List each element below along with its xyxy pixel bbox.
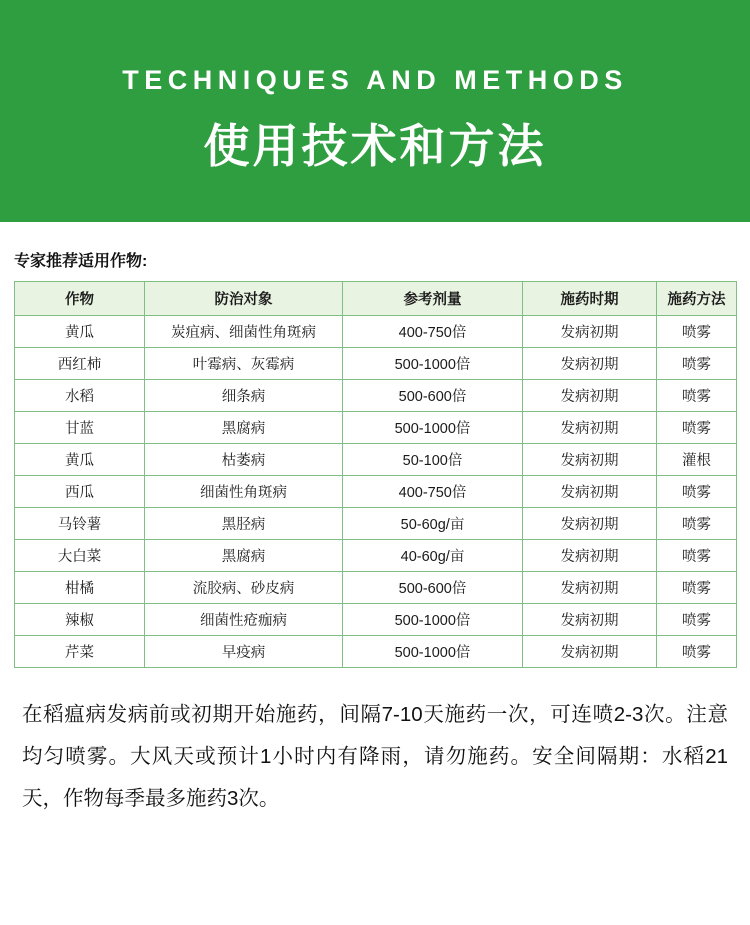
banner-english-title: TECHNIQUES AND METHODS: [122, 64, 628, 95]
cell-timing: 发病初期: [523, 508, 657, 540]
cell-crop: 黄瓜: [15, 444, 145, 476]
cell-method: 喷雾: [657, 412, 737, 444]
cell-crop: 大白菜: [15, 540, 145, 572]
cell-timing: 发病初期: [523, 636, 657, 668]
cell-target: 细菌性疮痂病: [145, 604, 343, 636]
table-row: [15, 444, 737, 476]
table-row: [15, 572, 737, 604]
cell-target: 枯萎病: [145, 444, 343, 476]
cell-method: 喷雾: [657, 476, 737, 508]
section-label: 专家推荐适用作物:: [14, 253, 148, 270]
cell-target: 细菌性角斑病: [145, 476, 343, 508]
column-header-method: 施药方法: [657, 282, 737, 316]
table-row: [15, 508, 737, 540]
cell-dosage: 500-1000倍: [343, 412, 523, 444]
crops-table-body: [15, 316, 737, 668]
cell-dosage: 500-1000倍: [343, 604, 523, 636]
column-header-crop: 作物: [15, 282, 145, 316]
table-row: [15, 604, 737, 636]
header-banner: [0, 0, 750, 222]
cell-dosage: 50-60g/亩: [343, 508, 523, 540]
cell-method: 喷雾: [657, 540, 737, 572]
crops-table: [14, 281, 737, 668]
cell-crop: 柑橘: [15, 572, 145, 604]
column-header-dosage: 参考剂量: [343, 282, 523, 316]
table-row: [15, 636, 737, 668]
cell-method: 喷雾: [657, 636, 737, 668]
cell-target: 黑腐病: [145, 412, 343, 444]
cell-crop: 西瓜: [15, 476, 145, 508]
cell-crop: 黄瓜: [15, 316, 145, 348]
cell-dosage: 50-100倍: [343, 444, 523, 476]
column-header-target: 防治对象: [145, 282, 343, 316]
cell-timing: 发病初期: [523, 316, 657, 348]
cell-dosage: 400-750倍: [343, 476, 523, 508]
cell-target: 细条病: [145, 380, 343, 412]
banner-chinese-title: 使用技术和方法: [203, 119, 547, 172]
cell-timing: 发病初期: [523, 540, 657, 572]
cell-target: 早疫病: [145, 636, 343, 668]
cell-dosage: 40-60g/亩: [343, 540, 523, 572]
crops-table-container: [14, 281, 736, 668]
cell-timing: 发病初期: [523, 444, 657, 476]
cell-crop: 水稻: [15, 380, 145, 412]
cell-target: 黑腐病: [145, 540, 343, 572]
usage-note: 在稻瘟病发病前或初期开始施药，间隔7-10天施药一次，可连喷2-3次。注意均匀喷雾。大风天或预计1小时内有降雨，请勿施药。安全间隔期：水稻21天，作物每季最多施药3次。: [22, 703, 728, 810]
cell-target: 叶霉病、灰霉病: [145, 348, 343, 380]
table-row: [15, 412, 737, 444]
cell-method: 喷雾: [657, 316, 737, 348]
cell-timing: 发病初期: [523, 476, 657, 508]
cell-target: 流胶病、砂皮病: [145, 572, 343, 604]
cell-crop: 辣椒: [15, 604, 145, 636]
table-row: [15, 540, 737, 572]
column-header-timing: 施药时期: [523, 282, 657, 316]
cell-dosage: 500-600倍: [343, 380, 523, 412]
cell-method: 喷雾: [657, 348, 737, 380]
cell-timing: 发病初期: [523, 348, 657, 380]
table-row: [15, 380, 737, 412]
cell-dosage: 500-600倍: [343, 572, 523, 604]
cell-timing: 发病初期: [523, 380, 657, 412]
cell-target: 炭疽病、细菌性角斑病: [145, 316, 343, 348]
cell-timing: 发病初期: [523, 412, 657, 444]
cell-timing: 发病初期: [523, 572, 657, 604]
cell-method: 喷雾: [657, 508, 737, 540]
table-header-row: [15, 282, 737, 316]
table-row: [15, 316, 737, 348]
cell-method: 灌根: [657, 444, 737, 476]
table-row: [15, 348, 737, 380]
cell-crop: 马铃薯: [15, 508, 145, 540]
cell-dosage: 500-1000倍: [343, 636, 523, 668]
cell-crop: 芹菜: [15, 636, 145, 668]
cell-target: 黑胫病: [145, 508, 343, 540]
cell-method: 喷雾: [657, 380, 737, 412]
cell-crop: 甘蓝: [15, 412, 145, 444]
cell-dosage: 400-750倍: [343, 316, 523, 348]
cell-method: 喷雾: [657, 572, 737, 604]
table-row: [15, 476, 737, 508]
cell-crop: 西红柿: [15, 348, 145, 380]
cell-timing: 发病初期: [523, 604, 657, 636]
cell-dosage: 500-1000倍: [343, 348, 523, 380]
cell-method: 喷雾: [657, 604, 737, 636]
